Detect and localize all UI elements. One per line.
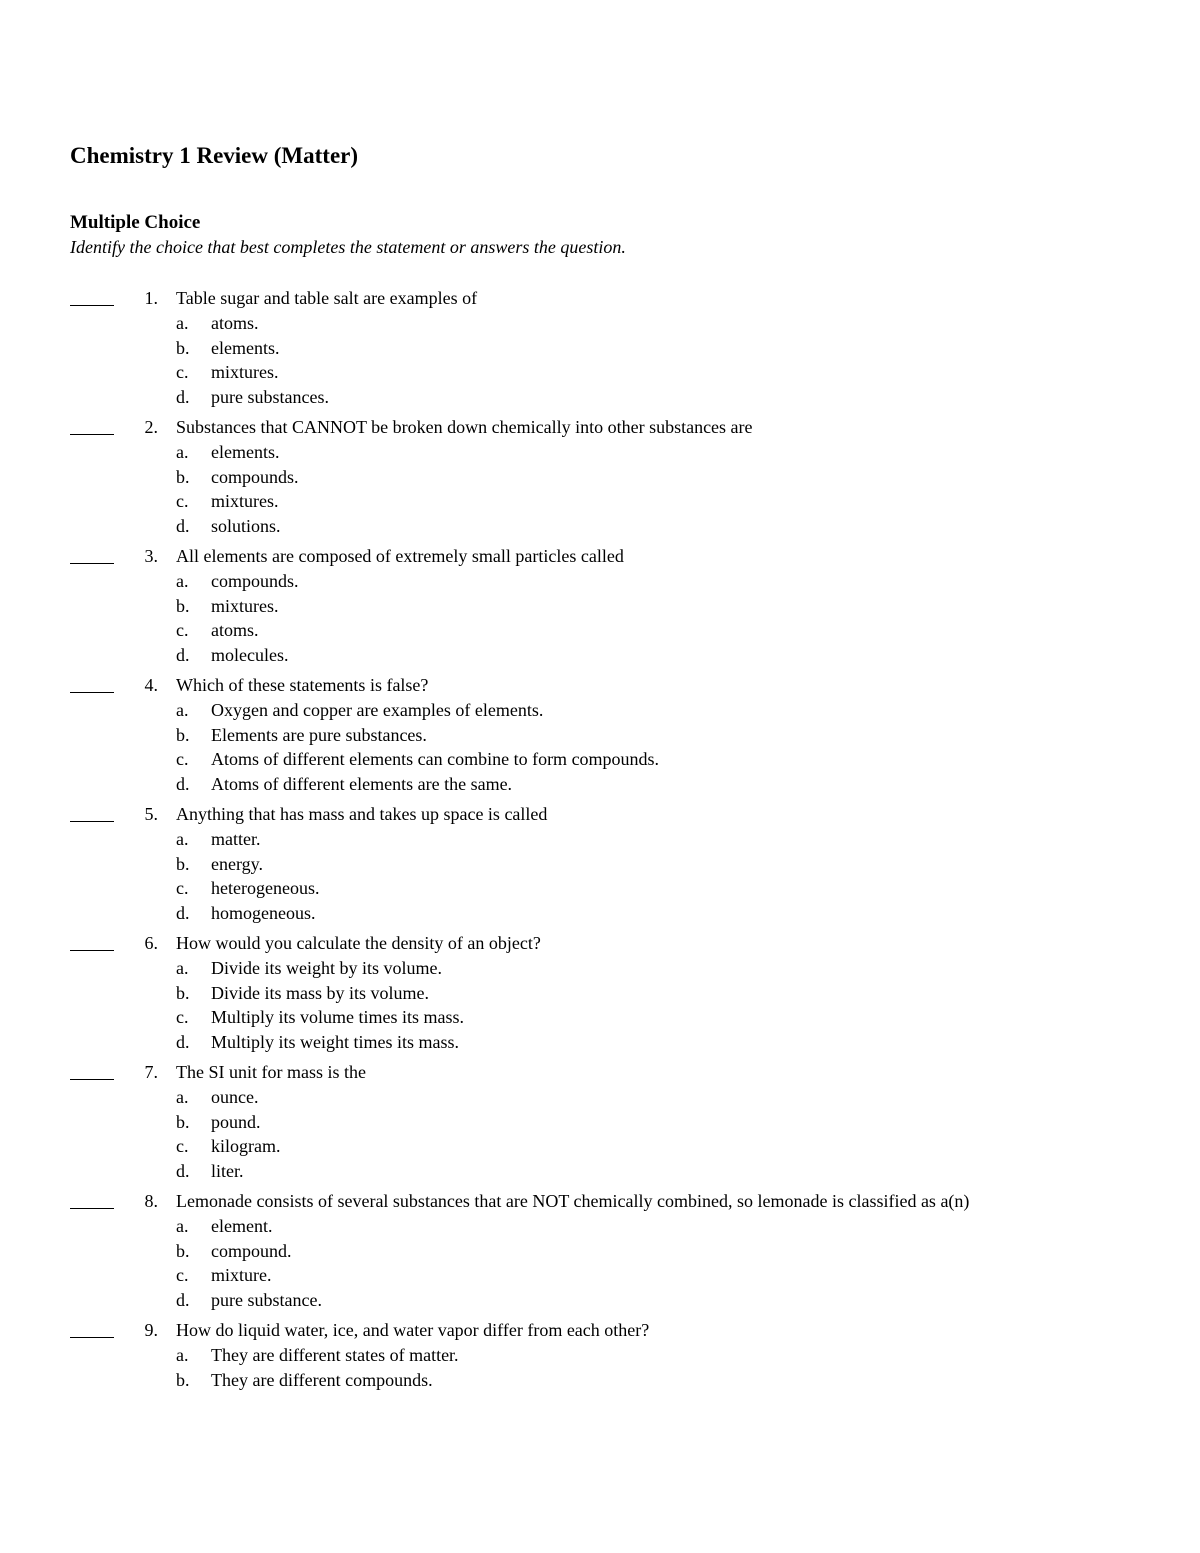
choice-text: element. xyxy=(211,1215,273,1236)
choice-text: liter. xyxy=(211,1161,244,1182)
choice-text: solutions. xyxy=(211,516,281,537)
choice-text: Multiply its volume times its mass. xyxy=(211,1007,465,1028)
section-heading: Multiple Choice xyxy=(70,212,201,233)
choice-text: ounce. xyxy=(211,1086,259,1107)
choice-text: pure substances. xyxy=(211,387,329,408)
answer-choice xyxy=(0,1343,1200,1368)
choice-letter: b. xyxy=(176,466,190,487)
choice-letter: c. xyxy=(176,749,189,770)
answer-blank xyxy=(70,305,114,306)
choice-letter: c. xyxy=(176,1007,189,1028)
choice-letter: b. xyxy=(176,1240,190,1261)
choice-text: Divide its mass by its volume. xyxy=(211,982,429,1003)
choice-letter: d. xyxy=(176,516,190,537)
choice-text: compounds. xyxy=(211,466,299,487)
question-row xyxy=(0,931,1200,956)
choice-text: molecules. xyxy=(211,645,289,666)
question-text: The SI unit for mass is the xyxy=(176,1062,366,1082)
choice-text: mixtures. xyxy=(211,491,279,512)
answer-blank xyxy=(70,821,114,822)
choice-letter: a. xyxy=(176,441,189,462)
choice-letter: b. xyxy=(176,595,190,616)
question-text: Substances that CANNOT be broken down chemically into other substances are xyxy=(176,417,753,437)
choice-letter: a. xyxy=(176,570,189,591)
choice-letter: d. xyxy=(176,1290,190,1311)
choice-text: Atoms of different elements are the same. xyxy=(211,774,513,795)
choice-text: atoms. xyxy=(211,620,259,641)
answer-choice xyxy=(0,1368,1200,1393)
choice-text: mixtures. xyxy=(211,362,279,383)
choice-text: They are different compounds. xyxy=(211,1369,433,1390)
question-item xyxy=(0,931,1200,1060)
question-number: 1. xyxy=(144,288,158,308)
answer-choice xyxy=(0,489,1200,514)
answer-choice xyxy=(0,772,1200,797)
question-item xyxy=(0,544,1200,673)
choice-text: Divide its weight by its volume. xyxy=(211,957,442,978)
choice-text: atoms. xyxy=(211,312,259,333)
answer-blank xyxy=(70,1079,114,1080)
choice-letter: b. xyxy=(176,1111,190,1132)
choice-text: heterogeneous. xyxy=(211,878,320,899)
question-item xyxy=(0,673,1200,802)
answer-choice xyxy=(0,876,1200,901)
question-item xyxy=(0,802,1200,931)
choice-letter: d. xyxy=(176,645,190,666)
answer-blank xyxy=(70,692,114,693)
choice-letter: c. xyxy=(176,491,189,512)
question-row xyxy=(0,1318,1200,1343)
choice-text: mixture. xyxy=(211,1265,272,1286)
question-text: Which of these statements is false? xyxy=(176,675,429,695)
choice-text: pound. xyxy=(211,1111,261,1132)
answer-choice xyxy=(0,747,1200,772)
question-list xyxy=(0,286,1200,1447)
choice-text: They are different states of matter. xyxy=(211,1344,459,1365)
answer-choice xyxy=(0,594,1200,619)
answer-choice xyxy=(0,723,1200,748)
choice-letter: d. xyxy=(176,387,190,408)
question-number: 9. xyxy=(144,1320,158,1340)
answer-choice xyxy=(0,1030,1200,1055)
question-text: How would you calculate the density of an object? xyxy=(176,933,541,953)
choice-letter: b. xyxy=(176,724,190,745)
answer-choice xyxy=(0,1288,1200,1313)
answer-blank xyxy=(70,1208,114,1209)
question-item xyxy=(0,415,1200,544)
choice-text: kilogram. xyxy=(211,1136,281,1157)
answer-choice xyxy=(0,514,1200,539)
answer-choice xyxy=(0,1005,1200,1030)
answer-choice xyxy=(0,1263,1200,1288)
answer-choice xyxy=(0,1134,1200,1159)
choice-letter: a. xyxy=(176,828,189,849)
question-item xyxy=(0,1318,1200,1447)
question-row xyxy=(0,1060,1200,1085)
answer-choice xyxy=(0,440,1200,465)
question-item xyxy=(0,286,1200,415)
choice-text: Elements are pure substances. xyxy=(211,724,427,745)
question-item xyxy=(0,1189,1200,1318)
answer-choice xyxy=(0,385,1200,410)
question-number: 4. xyxy=(144,675,158,695)
question-text: Anything that has mass and takes up space is called xyxy=(176,804,548,824)
choice-letter: b. xyxy=(176,982,190,1003)
document-title: Chemistry 1 Review (Matter) xyxy=(70,143,359,168)
answer-choice xyxy=(0,698,1200,723)
question-number: 8. xyxy=(144,1191,158,1211)
choice-letter: a. xyxy=(176,957,189,978)
choice-text: compounds. xyxy=(211,570,299,591)
instructions-text: Identify the choice that best completes the statement or answers the question. xyxy=(70,237,626,257)
answer-choice xyxy=(0,981,1200,1006)
answer-choice xyxy=(0,1159,1200,1184)
answer-choice xyxy=(0,956,1200,981)
question-text: All elements are composed of extremely small particles called xyxy=(176,546,624,566)
answer-blank xyxy=(70,563,114,564)
choice-letter: d. xyxy=(176,903,190,924)
choice-letter: c. xyxy=(176,1136,189,1157)
answer-choice xyxy=(0,465,1200,490)
choice-letter: c. xyxy=(176,1265,189,1286)
answer-choice xyxy=(0,1085,1200,1110)
answer-choice xyxy=(0,336,1200,361)
question-text: Lemonade consists of several substances that are NOT chemically combined, so lemonade is classified as a(n) xyxy=(176,1191,970,1211)
question-row xyxy=(0,802,1200,827)
choice-text: elements. xyxy=(211,441,280,462)
choice-letter: b. xyxy=(176,853,190,874)
choice-letter: b. xyxy=(176,1369,190,1390)
choice-letter: c. xyxy=(176,878,189,899)
choice-letter: d. xyxy=(176,1161,190,1182)
question-number: 5. xyxy=(144,804,158,824)
choice-letter: a. xyxy=(176,1086,189,1107)
answer-choice xyxy=(0,852,1200,877)
answer-choice xyxy=(0,901,1200,926)
question-text: Table sugar and table salt are examples of xyxy=(176,288,478,308)
choice-letter: a. xyxy=(176,1215,189,1236)
answer-blank xyxy=(70,950,114,951)
choice-letter: a. xyxy=(176,312,189,333)
question-row xyxy=(0,544,1200,569)
choice-letter: c. xyxy=(176,362,189,383)
question-text: How do liquid water, ice, and water vapor differ from each other? xyxy=(176,1320,650,1340)
answer-choice xyxy=(0,1110,1200,1135)
choice-letter: c. xyxy=(176,620,189,641)
choice-text: mixtures. xyxy=(211,595,279,616)
answer-choice xyxy=(0,643,1200,668)
choice-letter: b. xyxy=(176,337,190,358)
choice-text: Atoms of different elements can combine to form compounds. xyxy=(211,749,660,770)
answer-choice xyxy=(0,827,1200,852)
choice-text: matter. xyxy=(211,828,261,849)
choice-letter: d. xyxy=(176,1032,190,1053)
answer-blank xyxy=(70,1337,114,1338)
choice-letter: a. xyxy=(176,1344,189,1365)
question-row xyxy=(0,1189,1200,1214)
question-row xyxy=(0,286,1200,311)
answer-choice xyxy=(0,618,1200,643)
choice-text: homogeneous. xyxy=(211,903,316,924)
question-row xyxy=(0,415,1200,440)
choice-text: energy. xyxy=(211,853,263,874)
choice-text: Oxygen and copper are examples of elements. xyxy=(211,699,544,720)
answer-choice xyxy=(0,360,1200,385)
answer-choice xyxy=(0,1239,1200,1264)
answer-choice xyxy=(0,569,1200,594)
question-number: 3. xyxy=(144,546,158,566)
choice-text: pure substance. xyxy=(211,1290,322,1311)
question-number: 2. xyxy=(144,417,158,437)
question-row xyxy=(0,673,1200,698)
answer-choice xyxy=(0,311,1200,336)
choice-text: Multiply its weight times its mass. xyxy=(211,1032,460,1053)
question-number: 7. xyxy=(144,1062,158,1082)
answer-blank xyxy=(70,434,114,435)
choice-text: compound. xyxy=(211,1240,292,1261)
answer-choice xyxy=(0,1214,1200,1239)
choice-letter: a. xyxy=(176,699,189,720)
choice-letter: d. xyxy=(176,774,190,795)
choice-text: elements. xyxy=(211,337,280,358)
question-number: 6. xyxy=(144,933,158,953)
question-item xyxy=(0,1060,1200,1189)
